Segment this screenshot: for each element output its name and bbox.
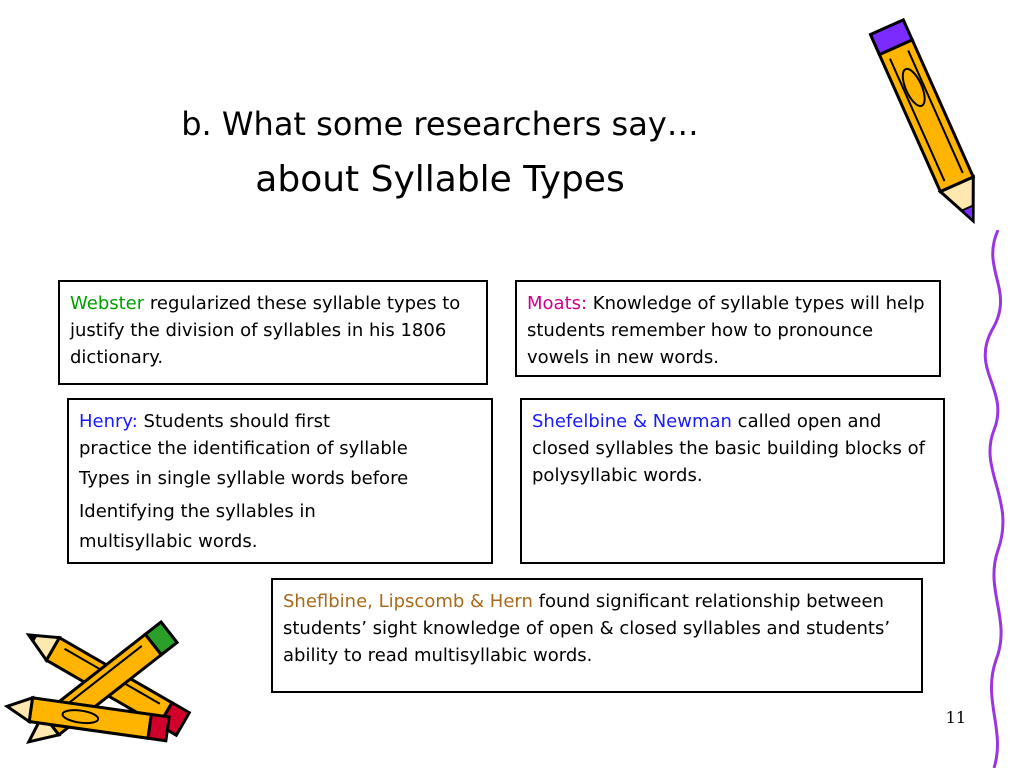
henry-name: Henry: — [79, 411, 138, 432]
shefelbine-newman-textbox — [520, 398, 945, 564]
sheflbine-lipscomb-hern-text: found significant relationship between students’ sight knowledge of open & closed syllables and students’ ability to read multisyllabic words. — [283, 591, 891, 666]
shefelbine-newman-name: Shefelbine & Newman — [532, 411, 732, 432]
webster-name: Webster — [70, 293, 145, 314]
henry-text-line5: multisyllabic words. — [79, 531, 258, 552]
slide-title — [160, 102, 720, 202]
sheflbine-lipscomb-hern-name: Sheflbine, Lipscomb & Hern — [283, 591, 533, 612]
page-number: 11 — [945, 708, 966, 727]
moats-text: Knowledge of syllable types will help students remember how to pronounce vowels in new words. — [527, 293, 925, 368]
pencils-icon — [0, 610, 200, 760]
webster-textbox — [58, 280, 488, 385]
shefelbine-newman-text: called open and closed syllables the basic building blocks of polysyllabic words. — [532, 411, 925, 486]
slide-title-line1: b. What some researchers say… — [181, 105, 699, 143]
sheflbine-lipscomb-hern-textbox — [271, 578, 923, 693]
squiggle-line — [950, 230, 1024, 768]
henry-text-line2: practice the identification of syllable — [79, 438, 408, 459]
henry-textbox — [67, 398, 493, 564]
henry-text-line3: Types in single syllable words before — [79, 468, 409, 489]
moats-textbox — [515, 280, 941, 377]
moats-name: Moats: — [527, 293, 588, 314]
pencil-icon — [860, 4, 1000, 244]
slide-title-line2: about Syllable Types — [255, 159, 625, 200]
henry-text-line4: Identifying the syllables in — [79, 501, 316, 522]
webster-text: regularized these syllable types to justify the division of syllables in his 1806 dictionary. — [70, 293, 461, 368]
henry-text-line1: Students should first — [137, 411, 331, 432]
